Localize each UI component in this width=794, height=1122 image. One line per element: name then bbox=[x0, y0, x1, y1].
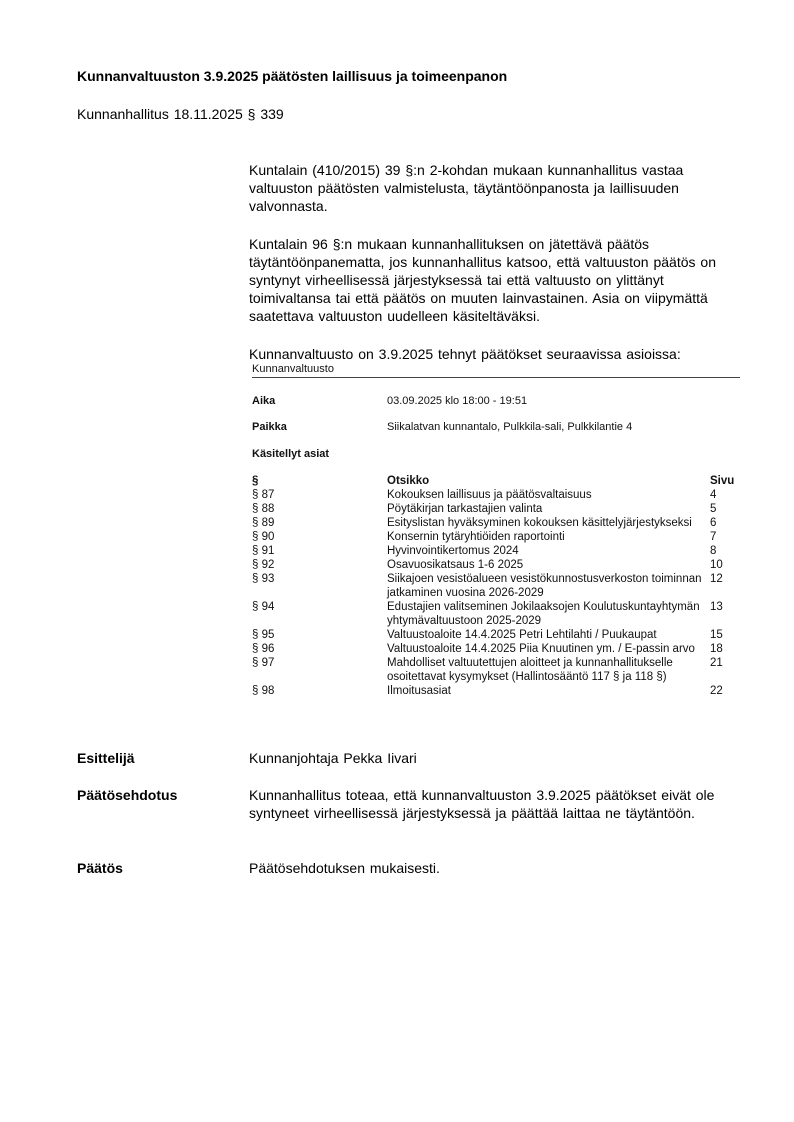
item-section: § 94 bbox=[252, 601, 275, 613]
item-page: 22 bbox=[710, 685, 723, 697]
meeting-reference: Kunnanhallitus 18.11.2025 § 339 bbox=[77, 106, 284, 122]
item-title: Esityslistan hyväksyminen kokouksen käsittelyjärjestykseksi bbox=[387, 517, 692, 529]
item-section: § 97 bbox=[252, 657, 275, 669]
column-header-page: Sivu bbox=[710, 475, 735, 487]
presenter-label: Esittelijä bbox=[77, 750, 135, 766]
item-section: § 90 bbox=[252, 531, 275, 543]
table-row bbox=[252, 642, 740, 656]
table-header-row bbox=[252, 474, 740, 488]
item-section: § 87 bbox=[252, 489, 275, 501]
table-row bbox=[252, 600, 740, 628]
table-row bbox=[252, 502, 740, 516]
paragraph-legal-basis: Kuntalain (410/2015) 39 §:n 2-kohdan mukaan kunnanhallitus vastaa valtuuston päätösten valmistelusta, täytäntöönpanosta ja laillisuuden valvonnasta. bbox=[249, 162, 684, 214]
table-row bbox=[252, 656, 740, 684]
place-label: Paikka bbox=[252, 421, 287, 433]
item-section: § 88 bbox=[252, 503, 275, 515]
item-section: § 95 bbox=[252, 629, 275, 641]
presenter-value: Kunnanjohtaja Pekka Iivari bbox=[249, 750, 417, 766]
item-title: Siikajoen vesistöalueen vesistökunnostusverkoston toiminnan jatkaminen vuosina 2026-2029 bbox=[387, 573, 702, 599]
item-title: Valtuustoaloite 14.4.2025 Piia Knuutinen ym. / E-passin arvo bbox=[387, 643, 695, 655]
table-row bbox=[252, 488, 740, 502]
paragraph-intro-list: Kunnanvaltuusto on 3.9.2025 tehnyt päätökset seuraavissa asioissa: bbox=[249, 346, 681, 362]
item-title: Hyvinvointikertomus 2024 bbox=[387, 545, 519, 557]
item-page: 8 bbox=[710, 545, 717, 557]
item-page: 13 bbox=[710, 601, 723, 613]
item-title: Mahdolliset valtuutettujen aloitteet ja kunnanhallitukselle osoitettavat kysymykset (Hallintosääntö 117 § ja 118 §) bbox=[387, 657, 673, 683]
item-title: Pöytäkirjan tarkastajien valinta bbox=[387, 503, 543, 515]
handled-items-title: Käsitellyt asiat bbox=[252, 448, 330, 460]
item-page: 7 bbox=[710, 531, 717, 543]
item-title: Kokouksen laillisuus ja päätösvaltaisuus bbox=[387, 489, 592, 501]
item-page: 10 bbox=[710, 559, 723, 571]
time-value: 03.09.2025 klo 18:00 - 19:51 bbox=[387, 395, 528, 407]
item-section: § 96 bbox=[252, 643, 275, 655]
item-page: 21 bbox=[710, 657, 723, 669]
item-page: 4 bbox=[710, 489, 717, 501]
meeting-place-row bbox=[252, 421, 740, 447]
table-row bbox=[252, 530, 740, 544]
item-title: Osavuosikatsaus 1-6 2025 bbox=[387, 559, 524, 571]
item-title: Valtuustoaloite 14.4.2025 Petri Lehtilahti / Puukaupat bbox=[387, 629, 657, 641]
decision-value: Päätösehdotuksen mukaisesti. bbox=[249, 860, 440, 876]
column-header-section: § bbox=[252, 475, 259, 487]
time-label: Aika bbox=[252, 395, 276, 407]
table-row bbox=[252, 516, 740, 530]
paragraph-section-96: Kuntalain 96 §:n mukaan kunnanhallituksen on jätettävä päätös täytäntöönpanematta, jos kunnanhallitus katsoo, että valtuuston päätös on syntynyt virheellisessä järjestyksessä tai että valtuusto on ylittänyt toimivaltansa tai että päätös on muuten lainvastainen. Asia on viipymättä saatettava valtuuston uudelleen käsiteltäväksi. bbox=[249, 236, 716, 324]
embedded-minutes bbox=[252, 363, 740, 698]
table-row bbox=[252, 544, 740, 558]
item-page: 18 bbox=[710, 643, 723, 655]
item-section: § 98 bbox=[252, 685, 275, 697]
item-title: Edustajien valitseminen Jokilaaksojen Koulutuskuntayhtymän yhtymävaltuustoon 2025-2029 bbox=[387, 601, 700, 627]
item-page: 15 bbox=[710, 629, 723, 641]
handled-items-table bbox=[252, 474, 740, 698]
proposal-value: Kunnanhallitus toteaa, että kunnanvaltuuston 3.9.2025 päätökset eivät ole syntyneet virheellisessä järjestyksessä ja päättää laittaa ne täytäntöön. bbox=[249, 787, 715, 821]
place-value: Siikalatvan kunnantalo, Pulkkila-sali, Pulkkilantie 4 bbox=[387, 421, 633, 433]
table-row bbox=[252, 572, 740, 600]
item-page: 12 bbox=[710, 573, 723, 585]
table-row bbox=[252, 558, 740, 572]
item-section: § 93 bbox=[252, 573, 275, 585]
item-title: Ilmoitusasiat bbox=[387, 685, 451, 697]
table-row bbox=[252, 628, 740, 642]
proposal-label: Päätösehdotus bbox=[77, 787, 178, 803]
meeting-time-row bbox=[252, 395, 740, 421]
item-section: § 91 bbox=[252, 545, 275, 557]
decision-label: Päätös bbox=[77, 860, 123, 876]
item-title: Konsernin tytäryhtiöiden raportointi bbox=[387, 531, 565, 543]
item-page: 6 bbox=[710, 517, 717, 529]
table-row bbox=[252, 684, 740, 698]
item-section: § 89 bbox=[252, 517, 275, 529]
column-header-title: Otsikko bbox=[387, 475, 430, 487]
document-title: Kunnanvaltuuston 3.9.2025 päätösten laillisuus ja toimeenpanon bbox=[77, 68, 508, 84]
embedded-minutes-header: Kunnanvaltuusto bbox=[252, 363, 740, 378]
item-page: 5 bbox=[710, 503, 717, 515]
item-section: § 92 bbox=[252, 559, 275, 571]
